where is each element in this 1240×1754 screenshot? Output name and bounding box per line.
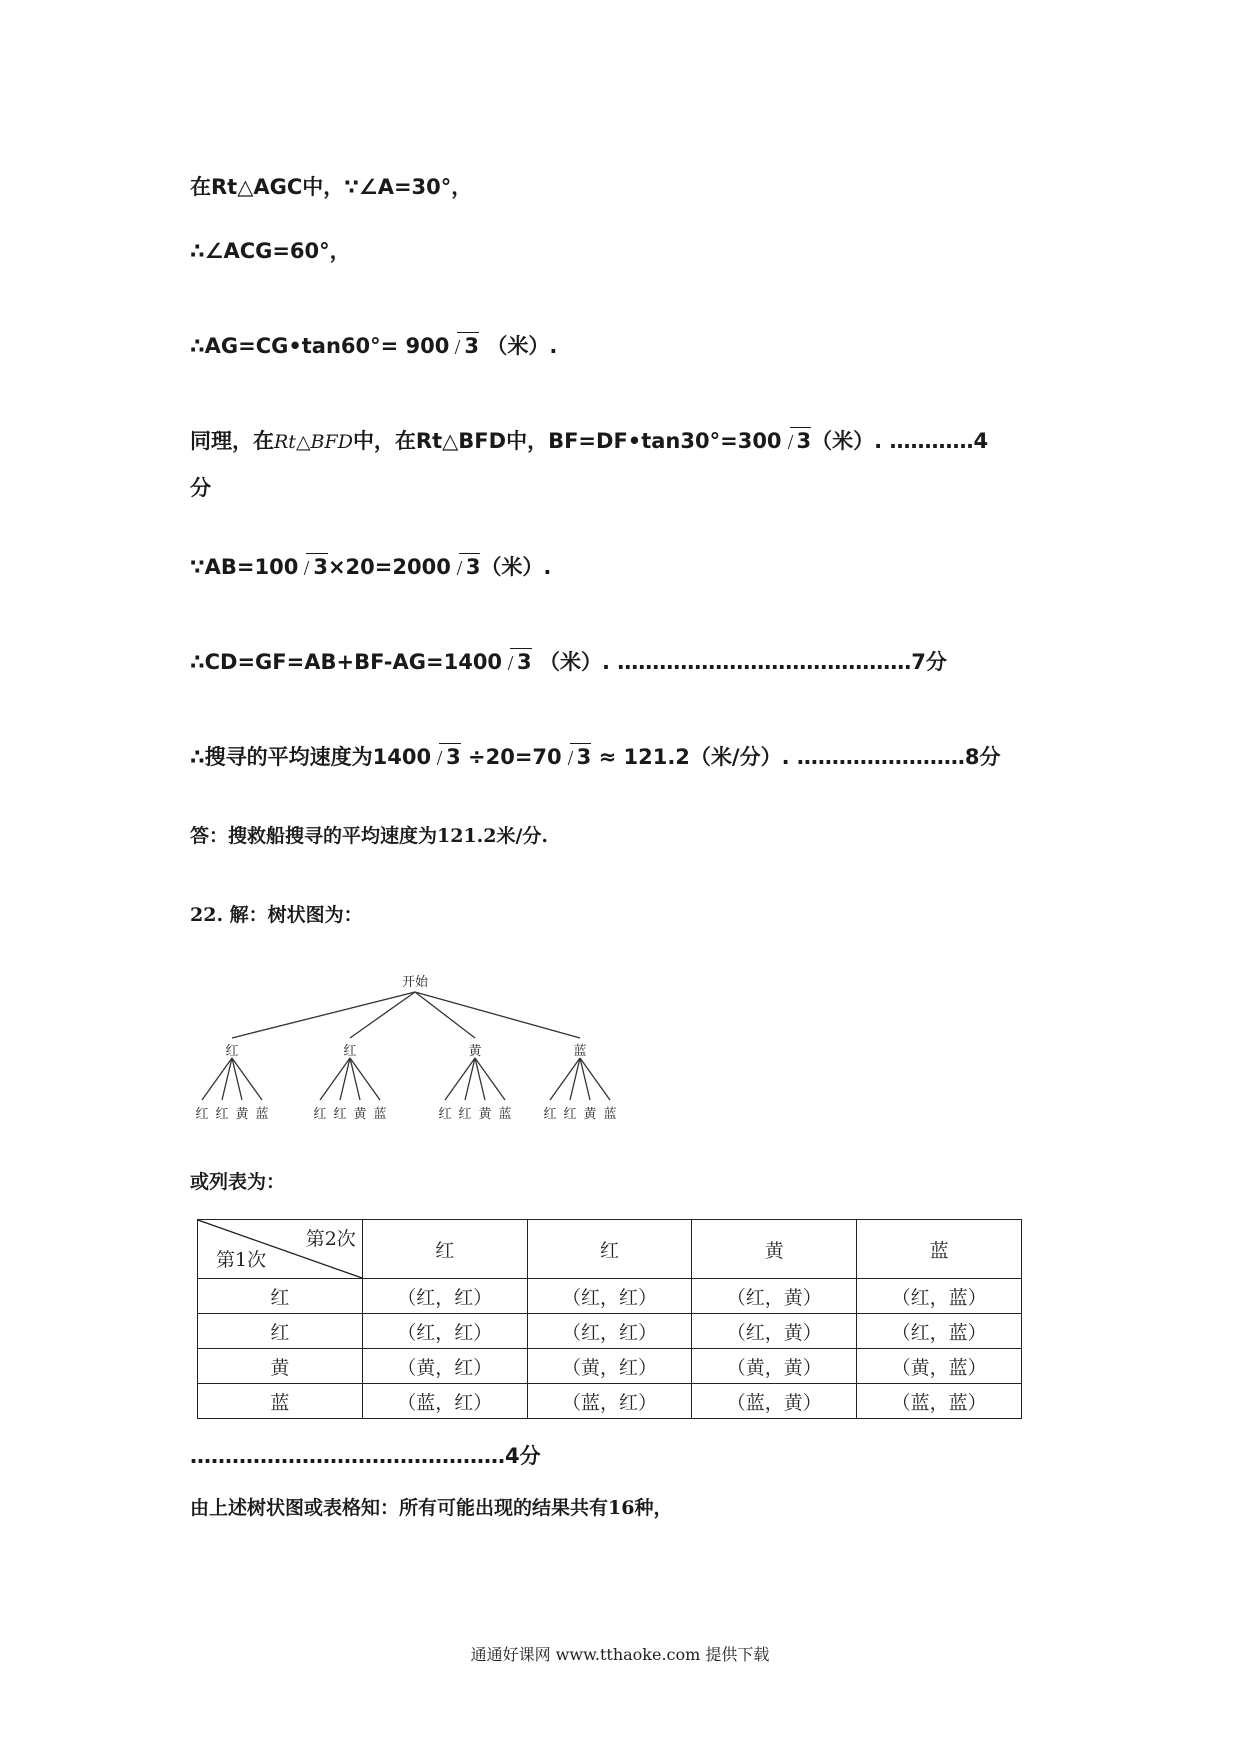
- table-row: [198, 1314, 1022, 1349]
- row-header: 红: [198, 1279, 363, 1314]
- table-cell: （红，红）: [527, 1279, 692, 1314]
- column-header: 红: [362, 1220, 527, 1279]
- tree-node: 黄: [468, 1044, 482, 1059]
- table-cell: （红，红）: [362, 1279, 527, 1314]
- tree-leaf: 蓝: [498, 1107, 512, 1122]
- line-q22: 22. 解：树状图为：: [190, 904, 363, 926]
- row-header: 红: [198, 1314, 363, 1349]
- line-score-4-table: ………………………………………4分: [190, 1444, 541, 1468]
- tree-leaf: 黄: [478, 1107, 492, 1122]
- column-header: 红: [527, 1220, 692, 1279]
- sqrt-symbol: 3: [504, 648, 532, 676]
- tree-node: 蓝: [573, 1044, 587, 1059]
- table-cell: （蓝，红）: [527, 1384, 692, 1419]
- line-cd: ∴CD=GF=AB+BF-AG=1400 3 （米）. ……………………………………7分: [190, 650, 947, 674]
- tree-leaf: 红: [543, 1107, 557, 1122]
- table-header-row: [198, 1220, 1022, 1279]
- tree-node: 红: [343, 1044, 357, 1059]
- sqrt-symbol: 3: [451, 332, 479, 360]
- table-cell: （红，蓝）: [857, 1314, 1022, 1349]
- table-row: [198, 1384, 1022, 1419]
- table-cell: （红，黄）: [692, 1314, 857, 1349]
- table-cell: （红，蓝）: [857, 1279, 1022, 1314]
- line-ab: ∵AB=100 3×20=2000 3（米）.: [190, 555, 552, 579]
- table-cell: （黄，蓝）: [857, 1349, 1022, 1384]
- table-cell: （红，红）: [362, 1314, 527, 1349]
- sqrt-symbol: 3: [453, 553, 481, 581]
- tree-leaf: 红: [458, 1107, 472, 1122]
- table-cell: （红，黄）: [692, 1279, 857, 1314]
- page-footer: 通通好课网 www.tthaoke.com 提供下载: [470, 1645, 770, 1664]
- tree-leaf: 蓝: [603, 1107, 617, 1122]
- table-corner-cell: [198, 1220, 363, 1279]
- line-table-intro: 或列表为：: [190, 1171, 286, 1193]
- tree-leaf: 红: [195, 1107, 209, 1122]
- table-row: [198, 1349, 1022, 1384]
- table-cell: （蓝，红）: [362, 1384, 527, 1419]
- outcome-table: [197, 1219, 1022, 1419]
- table-cell: （黄，红）: [362, 1349, 527, 1384]
- line-rt-agc: 在Rt△AGC中，∵∠A=30°，: [190, 175, 473, 199]
- row-header: 蓝: [198, 1384, 363, 1419]
- tree-leaf: 红: [563, 1107, 577, 1122]
- corner-second-draw: 第2次: [305, 1228, 356, 1250]
- tree-leaf: 红: [313, 1107, 327, 1122]
- line-angle-acg: ∴∠ACG=60°，: [190, 239, 351, 263]
- sqrt-symbol: 3: [300, 553, 328, 581]
- tree-leaf: 黄: [235, 1107, 249, 1122]
- tree-leaf: 红: [438, 1107, 452, 1122]
- table-row: [198, 1279, 1022, 1314]
- table-cell: （蓝，蓝）: [857, 1384, 1022, 1419]
- tree-leaf: 黄: [583, 1107, 597, 1122]
- tree-root: 开始: [401, 975, 429, 990]
- column-header: 黄: [692, 1220, 857, 1279]
- line-speed: ∴搜寻的平均速度为1400 3 ÷20=70 3 ≈ 121.2（米/分）. ……………………8分: [190, 745, 1001, 769]
- tree-diagram: [190, 958, 640, 1128]
- line-ag: ∴AG=CG•tan60°= 900 3 （米）.: [190, 334, 558, 358]
- tree-node: 红: [225, 1044, 239, 1059]
- sqrt-symbol: 3: [784, 427, 812, 455]
- sqrt-symbol: 3: [564, 743, 592, 771]
- rt-bfd-formula-image: Rt△BFD: [274, 431, 353, 453]
- corner-first-draw: 第1次: [216, 1249, 267, 1271]
- tree-leaf: 蓝: [373, 1107, 387, 1122]
- tree-leaf: 红: [215, 1107, 229, 1122]
- table-cell: （蓝，黄）: [692, 1384, 857, 1419]
- line-conclusion: 由上述树状图或表格知：所有可能出现的结果共有16种，: [190, 1497, 673, 1519]
- tree-leaf: 蓝: [255, 1107, 269, 1122]
- line-score-4: 分: [190, 476, 211, 500]
- column-header: 蓝: [857, 1220, 1022, 1279]
- table-cell: （红，红）: [527, 1314, 692, 1349]
- table-cell: （黄，黄）: [692, 1349, 857, 1384]
- row-header: 黄: [198, 1349, 363, 1384]
- line-answer: 答：搜救船搜寻的平均速度为121.2米/分.: [190, 825, 549, 847]
- line-bf: 同理，在Rt△BFD中，在Rt△BFD中，BF=DF•tan30°=300 3（米）. …………4: [190, 429, 989, 453]
- tree-leaf: 红: [333, 1107, 347, 1122]
- table-cell: （黄，红）: [527, 1349, 692, 1384]
- tree-leaf: 黄: [353, 1107, 367, 1122]
- sqrt-symbol: 3: [433, 743, 461, 771]
